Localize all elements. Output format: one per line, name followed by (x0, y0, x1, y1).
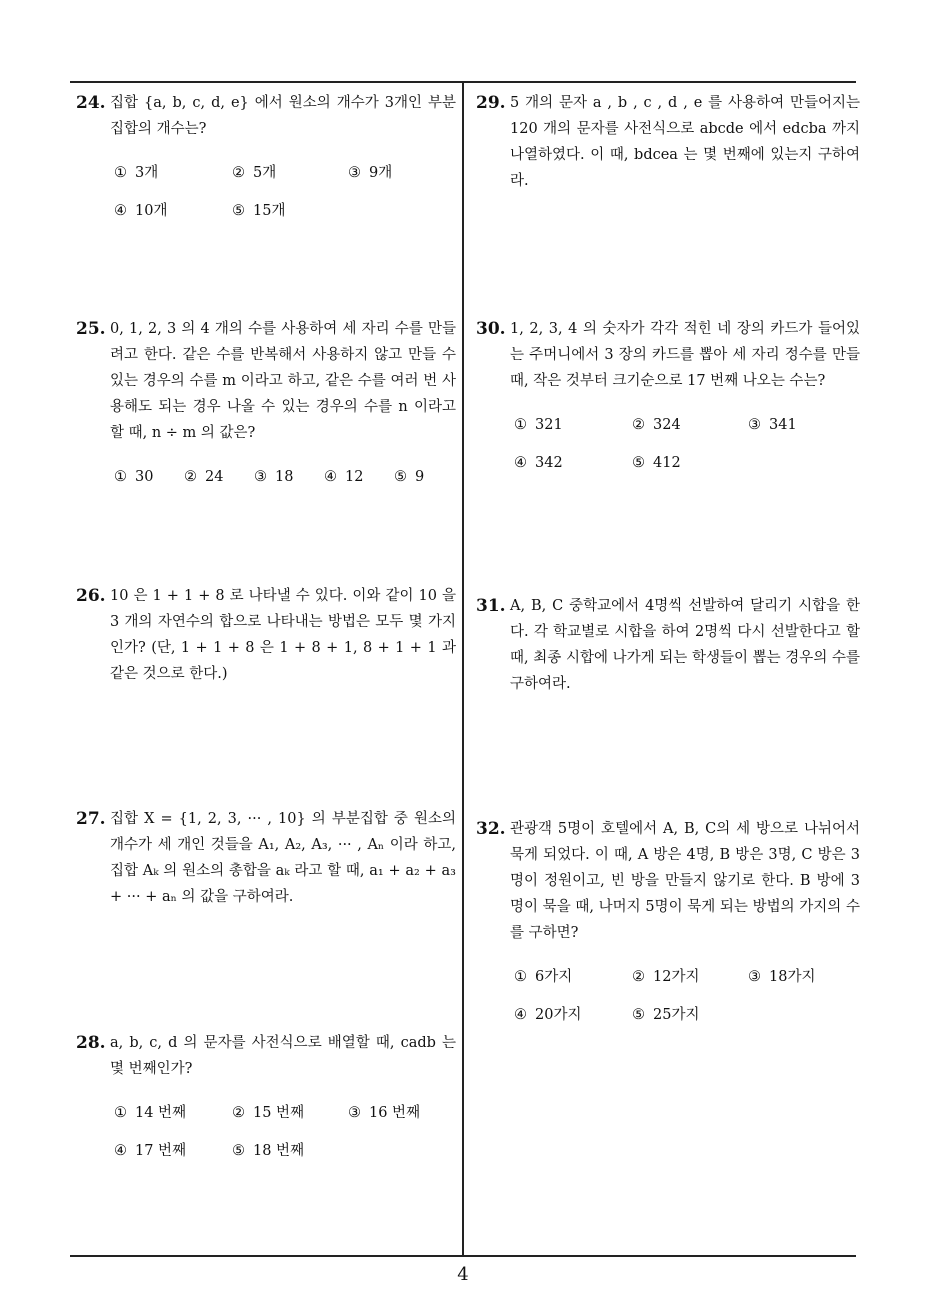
question-29 (476, 90, 860, 194)
choice-5[interactable]: ⑤ 18 번째 (232, 1143, 305, 1159)
choice-3[interactable]: ③ 16 번째 (348, 1105, 421, 1121)
choices (114, 154, 456, 230)
choice-1[interactable]: ① 30 (114, 469, 154, 485)
choice-4[interactable]: ④ 342 (514, 455, 563, 471)
choice-2[interactable]: ② 12가지 (632, 969, 700, 985)
choices (514, 406, 860, 482)
choice-5[interactable]: ⑤ 15개 (232, 203, 286, 219)
page-number: 4 (457, 1264, 469, 1285)
choice-5[interactable]: ⑤ 412 (632, 455, 681, 471)
choice-1[interactable]: ① 6가지 (514, 969, 573, 985)
question-stem: a, b, c, d 의 문자를 사전식으로 배열할 때, cadb 는 몇 번째인가? (110, 1035, 456, 1077)
choice-3[interactable]: ③ 9개 (348, 165, 393, 181)
question-stem: 10 은 1 + 1 + 8 로 나타낼 수 있다. 이와 같이 10 을 3 개의 자연수의 합으로 나타내는 방법은 모두 몇 가지인가? (단, 1 + 1 + 8 은 1 + 8 + 1, 8 + 1 + 1 과 같은 것으로 한다.) (110, 588, 456, 682)
question-stem: A, B, C 중학교에서 4명씩 선발하여 달리기 시합을 한다. 각 학교별로 시합을 하여 2명씩 다시 선발한다고 할 때, 최종 시합에 나가게 되는 학생들이 뽑는 경우의 수를 구하여라. (510, 598, 860, 692)
question-27 (76, 806, 456, 910)
choice-1[interactable]: ① 14 번째 (114, 1105, 187, 1121)
question-32 (476, 816, 860, 1034)
question-number: 26. (76, 586, 106, 606)
question-number: 31. (476, 596, 506, 616)
choice-5[interactable]: ⑤ 9 (394, 469, 425, 485)
choice-3[interactable]: ③ 18 (254, 469, 294, 485)
choice-4[interactable]: ④ 20가지 (514, 1007, 582, 1023)
question-25 (76, 316, 456, 496)
choices (114, 1094, 456, 1170)
choices (514, 958, 860, 1034)
choice-4[interactable]: ④ 12 (324, 469, 364, 485)
question-stem: 0, 1, 2, 3 의 4 개의 수를 사용하여 세 자리 수를 만들려고 한다. 같은 수를 반복해서 사용하지 않고 만들 수 있는 경우의 수를 m 이라고 하고, 같은 수를 여러 번 사용해도 되는 경우 나올 수 있는 경우의 수를 n 이라고 할 때, n ÷ m 의 값은? (110, 321, 456, 441)
question-stem: 관광객 5명이 호텔에서 A, B, C의 세 방으로 나뉘어서 묵게 되었다. 이 때, A 방은 4명, B 방은 3명, C 방은 3명이 정원이고, 빈 방을 만들지 않기로 한다. B 방에 3명이 묵을 때, 나머지 5명이 묵게 되는 방법의 가지의 수를 구하면? (510, 821, 860, 941)
choice-2[interactable]: ② 15 번째 (232, 1105, 305, 1121)
choices (114, 458, 456, 496)
question-number: 27. (76, 809, 106, 829)
choice-3[interactable]: ③ 18가지 (748, 969, 816, 985)
question-stem: 5 개의 문자 a , b , c , d , e 를 사용하여 만들어지는 120 개의 문자를 사전식으로 abcde 에서 edcba 까지 나열하였다. 이 때, bdcea 는 몇 번째에 있는지 구하여라. (510, 95, 860, 189)
column-divider (462, 81, 464, 1256)
question-30 (476, 316, 860, 482)
choice-2[interactable]: ② 5개 (232, 165, 277, 181)
choice-3[interactable]: ③ 341 (748, 417, 797, 433)
question-28 (76, 1030, 456, 1170)
question-stem: 집합 {a, b, c, d, e} 에서 원소의 개수가 3개인 부분집합의 개수는? (110, 95, 456, 137)
choice-1[interactable]: ① 321 (514, 417, 563, 433)
question-26 (76, 583, 456, 687)
choice-5[interactable]: ⑤ 25가지 (632, 1007, 700, 1023)
question-stem: 집합 X = {1, 2, 3, ··· , 10} 의 부분집합 중 원소의 개수가 세 개인 것들을 A₁, A₂, A₃, ··· , Aₙ 이라 하고, 집합 Aₖ 의 원소의 총합을 aₖ 라고 할 때, a₁ + a₂ + a₃ + ··· + aₙ 의 값을 구하여라. (110, 811, 456, 905)
choice-4[interactable]: ④ 17 번째 (114, 1143, 187, 1159)
choice-2[interactable]: ② 24 (184, 469, 224, 485)
choice-4[interactable]: ④ 10개 (114, 203, 168, 219)
question-number: 25. (76, 319, 106, 339)
question-number: 30. (476, 319, 506, 339)
question-number: 29. (476, 93, 506, 113)
question-31 (476, 593, 860, 697)
question-number: 32. (476, 819, 506, 839)
question-stem: 1, 2, 3, 4 의 숫자가 각각 적힌 네 장의 카드가 들어있는 주머니에서 3 장의 카드를 뽑아 세 자리 정수를 만들 때, 작은 것부터 크기순으로 17 번째 나오는 수는? (510, 321, 860, 389)
question-number: 24. (76, 93, 106, 113)
bottom-rule (70, 1255, 856, 1257)
choice-2[interactable]: ② 324 (632, 417, 681, 433)
choice-1[interactable]: ① 3개 (114, 165, 159, 181)
question-24 (76, 90, 456, 230)
question-number: 28. (76, 1033, 106, 1053)
